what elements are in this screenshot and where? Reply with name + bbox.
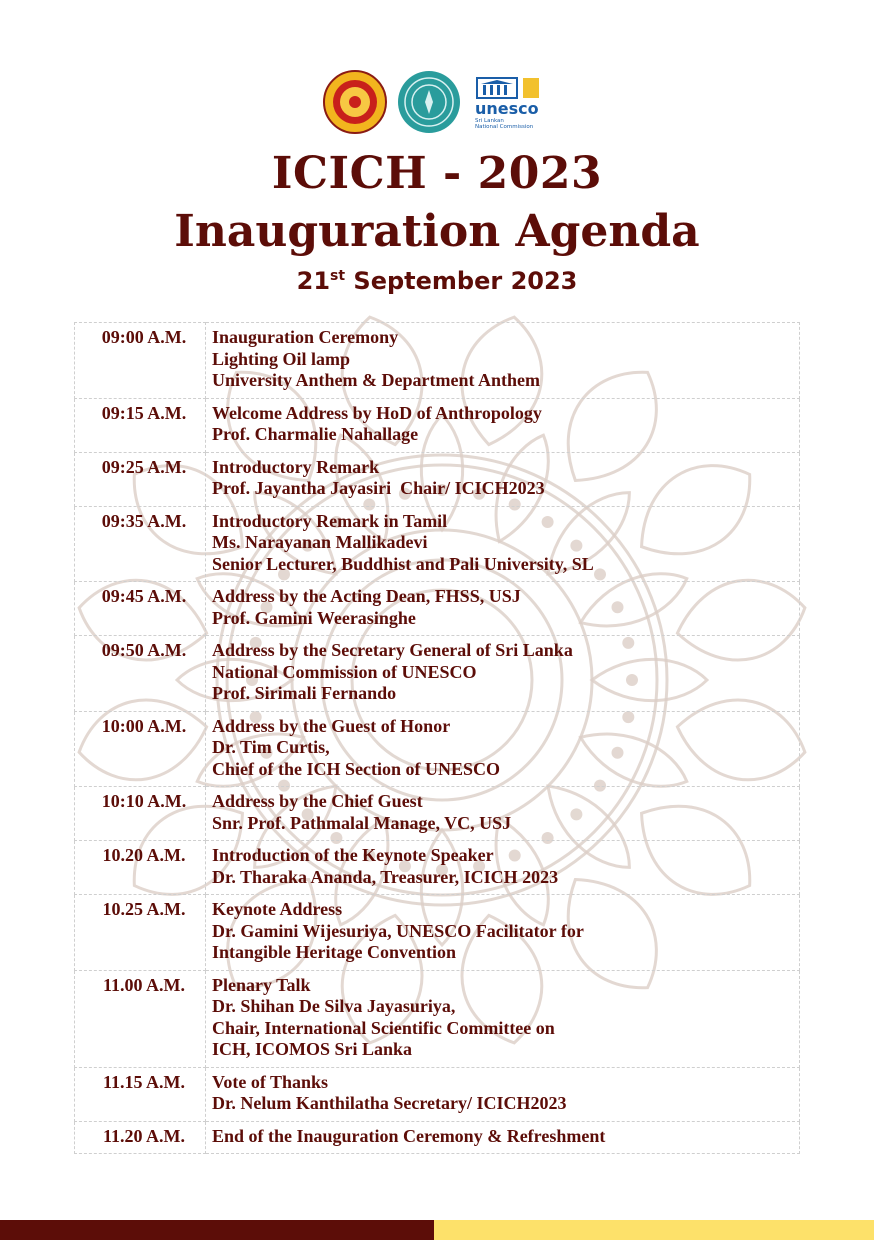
agenda-details-cell <box>206 1121 800 1154</box>
agenda-time: 10.25 A.M. <box>102 899 186 919</box>
agenda-time-cell <box>75 636 206 712</box>
agenda-time: 10:10 A.M. <box>101 791 187 811</box>
unesco-logo <box>471 70 551 134</box>
agenda-time: 11.20 A.M. <box>102 1125 185 1146</box>
agenda-detail-line: Snr. Prof. Pathmalal Manage, VC, USJ <box>212 812 512 833</box>
agenda-row <box>75 582 800 636</box>
agenda-detail-line: Dr. Tim Curtis, <box>212 737 330 757</box>
agenda-detail-line: End of the Inauguration Ceremony & Refreshment <box>212 1125 606 1146</box>
agenda-detail-line: Address by the Chief Guest <box>212 791 423 811</box>
agenda-time-cell <box>75 841 206 895</box>
agenda-time: 09:25 A.M. <box>101 456 187 477</box>
agenda-time-cell <box>75 323 206 399</box>
agenda-row <box>75 1067 800 1121</box>
agenda-time: 11.00 A.M. <box>102 974 185 995</box>
agenda-detail-line: Intangible Heritage Convention <box>212 942 457 962</box>
agenda-time: 10:00 A.M. <box>101 715 187 736</box>
university-seal-logo <box>323 70 387 134</box>
agenda-detail-line: Keynote Address <box>212 899 343 919</box>
agenda-time: 09:45 A.M. <box>101 586 187 606</box>
agenda-details-cell <box>206 323 800 399</box>
agenda-detail-line: Introductory Remark <box>212 456 380 477</box>
agenda-detail-line: Prof. Sirimali Fernando <box>212 683 397 703</box>
agenda-time-cell <box>75 582 206 636</box>
agenda-row <box>75 398 800 452</box>
logo-row <box>0 70 874 134</box>
agenda-time-cell <box>75 787 206 841</box>
agenda-row <box>75 636 800 712</box>
agenda-detail-line: Address by the Guest of Honor <box>212 715 451 736</box>
agenda-details-cell <box>206 582 800 636</box>
agenda-detail-line: National Commission of UNESCO <box>212 661 477 682</box>
agenda-time-cell <box>75 970 206 1067</box>
agenda-detail-line: Prof. Jayantha Jayasiri Chair/ ICICH2023 <box>212 478 545 498</box>
agenda-time: 09:35 A.M. <box>101 510 187 531</box>
agenda-time-cell <box>75 452 206 506</box>
conference-title: ICICH - 2023 <box>271 148 603 199</box>
agenda-row <box>75 841 800 895</box>
agenda-table <box>74 322 800 1154</box>
agenda-time: 11.15 A.M. <box>102 1071 185 1092</box>
agenda-detail-line: Dr. Tharaka Ananda, Treasurer, ICICH 2023 <box>212 866 559 887</box>
agenda-time: 09:50 A.M. <box>101 640 187 660</box>
agenda-detail-line: Welcome Address by HoD of Anthropology <box>212 402 542 423</box>
agenda-row <box>75 970 800 1067</box>
agenda-detail-line: Vote of Thanks <box>212 1071 329 1092</box>
agenda-detail-line: ICH, ICOMOS Sri Lanka <box>212 1039 413 1059</box>
unesco-sub-line-1: Sri Lankan <box>475 118 504 124</box>
agenda-detail-line: Plenary Talk <box>212 974 311 995</box>
agenda-details-cell <box>206 398 800 452</box>
agenda-time-cell <box>75 398 206 452</box>
agenda-details-cell <box>206 970 800 1067</box>
footer-bar-maroon <box>0 1220 434 1240</box>
agenda-time: 09:15 A.M. <box>101 402 187 423</box>
agenda-row <box>75 787 800 841</box>
agenda-details-cell <box>206 841 800 895</box>
date-day: 21 <box>296 267 331 295</box>
agenda-details-cell <box>206 506 800 582</box>
agenda-detail-line: Prof. Charmalie Nahallage <box>212 424 419 444</box>
date-rest: September 2023 <box>345 267 578 295</box>
agenda-details-cell <box>206 787 800 841</box>
agenda-details-cell <box>206 1067 800 1121</box>
agenda-detail-line: Introductory Remark in Tamil <box>212 510 448 531</box>
agenda-time: 10.20 A.M. <box>102 845 186 865</box>
event-date <box>0 267 874 295</box>
agenda-detail-line: Dr. Nelum Kanthilatha Secretary/ ICICH2023 <box>212 1093 567 1113</box>
agenda-time-cell <box>75 506 206 582</box>
agenda-time: 09:00 A.M. <box>101 327 187 347</box>
unesco-sub-line-2: National Commission <box>475 124 534 130</box>
agenda-title: Inauguration Agenda <box>174 206 700 257</box>
agenda-details-cell <box>206 711 800 787</box>
agenda-detail-line: Inauguration Ceremony <box>212 327 399 347</box>
agenda-detail-line: Ms. Narayanan Mallikadevi <box>212 532 428 552</box>
agenda-detail-line: Address by the Acting Dean, FHSS, USJ <box>212 586 521 606</box>
agenda-row <box>75 1121 800 1154</box>
agenda-detail-line: Lighting Oil lamp <box>212 348 351 369</box>
agenda-row <box>75 506 800 582</box>
agenda-time-cell <box>75 1067 206 1121</box>
unesco-wordmark: unesco <box>475 99 539 118</box>
agenda-details-cell <box>206 636 800 712</box>
agenda-time-cell <box>75 1121 206 1154</box>
agenda-details-cell <box>206 452 800 506</box>
footer-bar-gold <box>434 1220 874 1240</box>
icich-logo <box>397 70 461 134</box>
agenda-detail-line: Dr. Gamini Wijesuriya, UNESCO Facilitator for <box>212 920 584 941</box>
agenda-row <box>75 711 800 787</box>
agenda-details-cell <box>206 895 800 971</box>
agenda-detail-line: Prof. Gamini Weerasinghe <box>212 607 416 628</box>
agenda-detail-line: Address by the Secretary General of Sri Lanka <box>212 640 573 660</box>
agenda-time-cell <box>75 711 206 787</box>
agenda-detail-line: Chief of the ICH Section of UNESCO <box>212 758 500 779</box>
agenda-detail-line: Senior Lecturer, Buddhist and Pali University, SL <box>212 553 594 574</box>
agenda-detail-line: Dr. Shihan De Silva Jayasuriya, <box>212 996 456 1016</box>
date-suffix: st <box>330 268 346 284</box>
agenda-row <box>75 323 800 399</box>
agenda-row <box>75 452 800 506</box>
agenda-time-cell <box>75 895 206 971</box>
agenda-row <box>75 895 800 971</box>
agenda-detail-line: Introduction of the Keynote Speaker <box>212 845 494 865</box>
agenda-detail-line: Chair, International Scientific Committee on <box>212 1017 555 1038</box>
agenda-detail-line: University Anthem & Department Anthem <box>212 370 540 390</box>
